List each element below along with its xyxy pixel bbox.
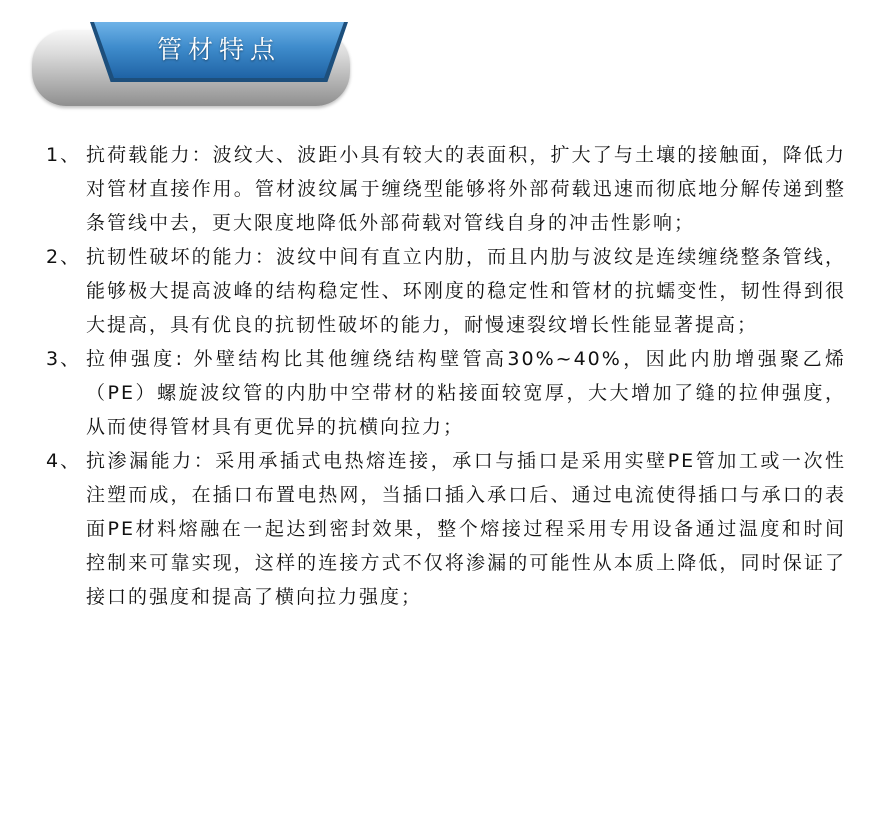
section-header-banner bbox=[32, 22, 350, 108]
feature-item-tensile bbox=[46, 342, 846, 444]
feature-number: 2、 bbox=[46, 246, 82, 268]
feature-number: 1、 bbox=[46, 144, 82, 166]
feature-number: 4、 bbox=[46, 450, 82, 472]
feature-text: 拉伸强度: 外壁结构比其他缠绕结构壁管高30%~40%，因此内肋增强聚乙烯（PE）螺旋波纹管的内肋中空带材的粘接面较宽厚，大大增加了缝的拉伸强度，从而使得管材具有更优异的抗横向拉力； bbox=[86, 348, 846, 438]
feature-list bbox=[46, 138, 846, 614]
feature-item-leakage bbox=[46, 444, 846, 614]
section-title: 管材特点 bbox=[156, 35, 281, 64]
feature-number: 3、 bbox=[46, 348, 82, 370]
feature-text: 抗渗漏能力：采用承插式电热熔连接，承口与插口是采用实壁PE管加工或一次性注塑而成，在插口布置电热网，当插口插入承口后、通过电流使得插口与承口的表面PE材料熔融在一起达到密封效果，整个熔接过程采用专用设备通过温度和时间控制来可靠实现，这样的连接方式不仅将渗漏的可能性从本质上降低，同时保证了接口的强度和提高了横向拉力强度； bbox=[86, 450, 846, 608]
feature-text: 抗荷载能力：波纹大、波距小具有较大的表面积，扩大了与土壤的接触面，降低力对管材直接作用。管材波纹属于缠绕型能够将外部荷载迅速而彻底地分解传递到整条管线中去，更大限度地降低外部荷载对管线自身的冲击性影响； bbox=[86, 144, 846, 234]
feature-text: 抗韧性破坏的能力：波纹中间有直立内肋，而且内肋与波纹是连续缠绕整条管线，能够极大提高波峰的结构稳定性、环刚度的稳定性和管材的抗蠕变性，韧性得到很大提高，具有优良的抗韧性破坏的能力，耐慢速裂纹增长性能显著提高； bbox=[86, 246, 846, 336]
feature-item-toughness bbox=[46, 240, 846, 342]
feature-item-load bbox=[46, 138, 846, 240]
